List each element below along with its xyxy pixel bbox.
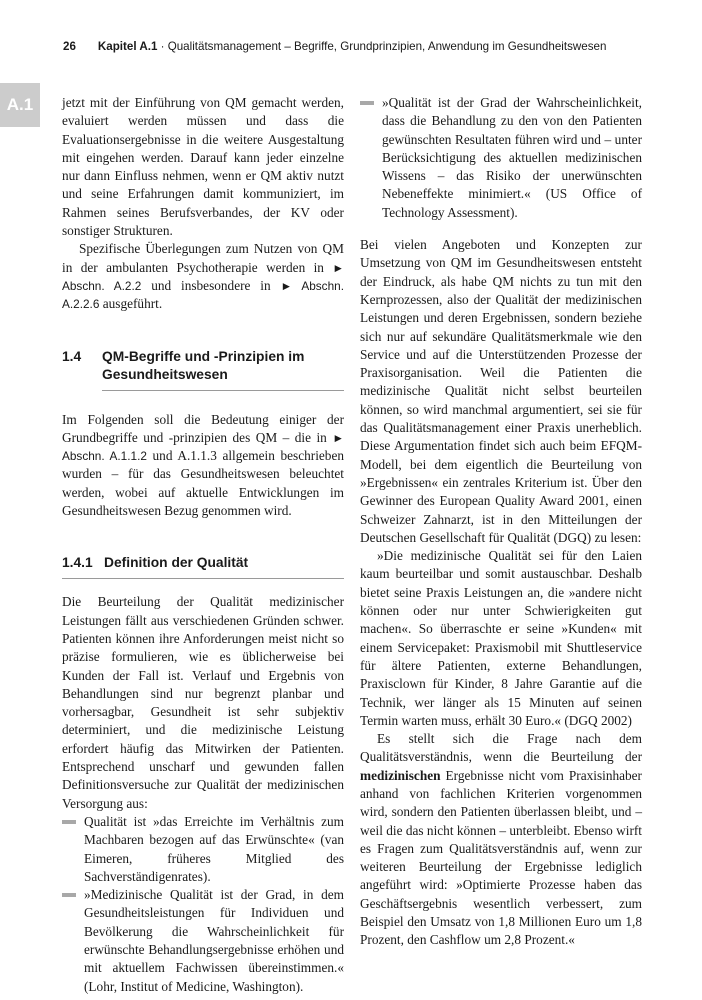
cross-reference-link[interactable]: ► Abschn. A.2.2 [62,260,344,293]
section-number: 1.4.1 [62,555,93,571]
paragraph: Die Beurteilung der Qualität medizinischer Leistungen fällt aus verschiedenen Gründen schwer. Patienten können ihre Anforderungen meist nicht so präzise formulieren, wie es üblicherweise bei Kunden der Fall ist. Verlauf und Ergebnis von Behandlungen sind nur begrenzt planbar und vorhersagbar, Gesundheit ist sehr subjektiv determiniert, und die medizinische Leistung erfordert häufig das Mitwirken der Patienten. Entsprechend unscharf und gewunden fallen Definitionsversuche zur Qualität der medizinischen Versorgung aus: [62,594,344,811]
list-item: Qualität ist »das Erreichte im Verhältnis zum Machbaren bezogen auf das Erwünschte« (van Eimeren, früheres Mitglied des Sachverständigenrates). [62,813,344,886]
cross-reference-link[interactable]: ► Abschn. A.2.2.6 [62,278,344,312]
list-item: »Medizinische Qualität ist der Grad, in dem Gesundheitsleistungen für Individuen und Bevölkerung die Wahrscheinlichkeit für erwünschte Behandlungsergebnisse erhöhen und mit aktuellem Fachwissen übereinstimmen.« (Lohr, Institut of Medicine, Washington). [62,886,344,996]
bullet-dash-icon [360,101,374,105]
page-number: 26 [63,40,76,53]
section-title: QM-Begriffe und -Prinzipien im Gesundheitswesen [102,348,344,391]
chapter-title: · Qualitätsmanagement – Begriffe, Grundprinzipien, Anwendung im Gesundheitswesen [157,40,607,53]
chapter-tab: A.1 [0,83,40,127]
bullet-dash-icon [62,820,76,824]
section-number: 1.4 [62,348,82,364]
section-heading [62,348,344,397]
paragraph: Spezifische Überlegungen zum Nutzen von QM in der ambulanten Psychotherapie werden in ► Abschn. A.2.2 und insbesondere in ► Abschn. A.2.2.6 ausgeführt. [62,241,344,312]
paragraph: Es stellt sich die Frage nach dem Qualitätsverständnis, wenn die Beurteilung der medizinischen Ergebnisse nicht vom Praxisinhaber anhand von fachlichen Kriterien vorgenommen wird, sondern den Patienten überlassen bleibt, und – weil die das nicht können – unterbleibt. Ebenso wirft es Fragen zum Qualitätsverständnis auf, wenn zur weiteren Beurteilung der Ergebnisse lediglich angeführt wird: »Optimierte Prozesse haben das Geschäftsergebnis wesentlich verbessert, zum Beispiel den Umsatz von 1,8 Millionen Euro um 1,8 Prozent, den Cashflow um 2,8 Prozent.« [360,731,642,948]
right-column [360,94,642,950]
list-item: »Qualität ist der Grad der Wahrscheinlichkeit, dass die Behandlung zu den von den Patienten gewünschten Resultaten führen wird und – unter Berücksichtigung des aktuellen medizinischen Wissens – das Risiko der unerwünschten Nebeneffekte minimiert.« (US Office of Technology Assessment). [360,94,642,222]
paragraph: jetzt mit der Einführung von QM gemacht werden, evaluiert werden müssen und dass die Evaluationsergebnisse in die weitere Ausgestaltung mit eingehen werden. Darauf kann jeder einzelne nur dann Einfluss nehmen, wenn er QM aktiv nutzt und seine Erfahrungen damit kommuniziert, im Rahmen seines Berufsverbandes, der KV oder sonstiger Strukturen. [62,95,344,239]
left-column [62,94,344,996]
subsection-heading [62,554,344,579]
chapter-label: Kapitel A.1 [97,40,158,53]
cross-reference-link[interactable]: ► Abschn. A.1.1.2 [62,430,344,464]
running-header [63,40,663,53]
section-title: Definition der Qualität [104,555,249,571]
quote-paragraph: »Die medizinische Qualität sei für den Laien kaum beurteilbar und somit austauschbar. Deshalb bietet seine Praxis Leistungen an, die »andere nicht können oder nur unter Schwierigkeiten gut machen«. So überraschte er seine »Kunden« mit einem Servicepaket: Praxismobil mit Shuttleservice für ältere Patienten, externe Behandlungen, Praxisclown für Kinder, 8 Jahre Garantie auf die Technik, wer länger als 15 Minuten auf seinen Termin warten muss, erhält 30 Euro.« (DGQ 2002) [360,548,642,728]
bullet-dash-icon [62,893,76,897]
paragraph: Im Folgenden soll die Bedeutung einiger der Grundbegriffe und -prinzipien des QM – die in ► Abschn. A.1.1.2 und A.1.1.3 allgemein beschrieben wurden – für das Gesundheitswesen beleuchtet werden, wobei auf aktuelle Entwicklungen im Gesundheitswesen Bezug genommen wird. [62,411,344,519]
paragraph: Bei vielen Angeboten und Konzepten zur Umsetzung von QM im Gesundheitswesen entsteht der Eindruck, als habe QM nichts zu tun mit den Kernprozessen, also der Qualität der medizinischen Leistungen und deren Ergebnissen, sondern beziehe sich nur auf sekundäre Qualitätsmerkmale wie den Service und auf die Unterstützenden Prozesse der Praxisorganisation. Weil die Patienten die medizinische Qualität nicht selbst beurteilen können, so wird manchmal argumentiert, sei sie für das Qualitätsmanagement einer Praxis unerheblich. Diese Argumentation findet sich auch beim EFQM-Modell, bei dem eigentlich die Beurteilung von »Ergebnissen« ein zentrales Kriterium ist. Über den Gewinner des European Quality Award 2001, einen Schweizer Zahnarzt, ist in den Mitteilungen der Deutschen Gesellschaft für Qualität (DGQ) zu lesen: [360,237,642,545]
